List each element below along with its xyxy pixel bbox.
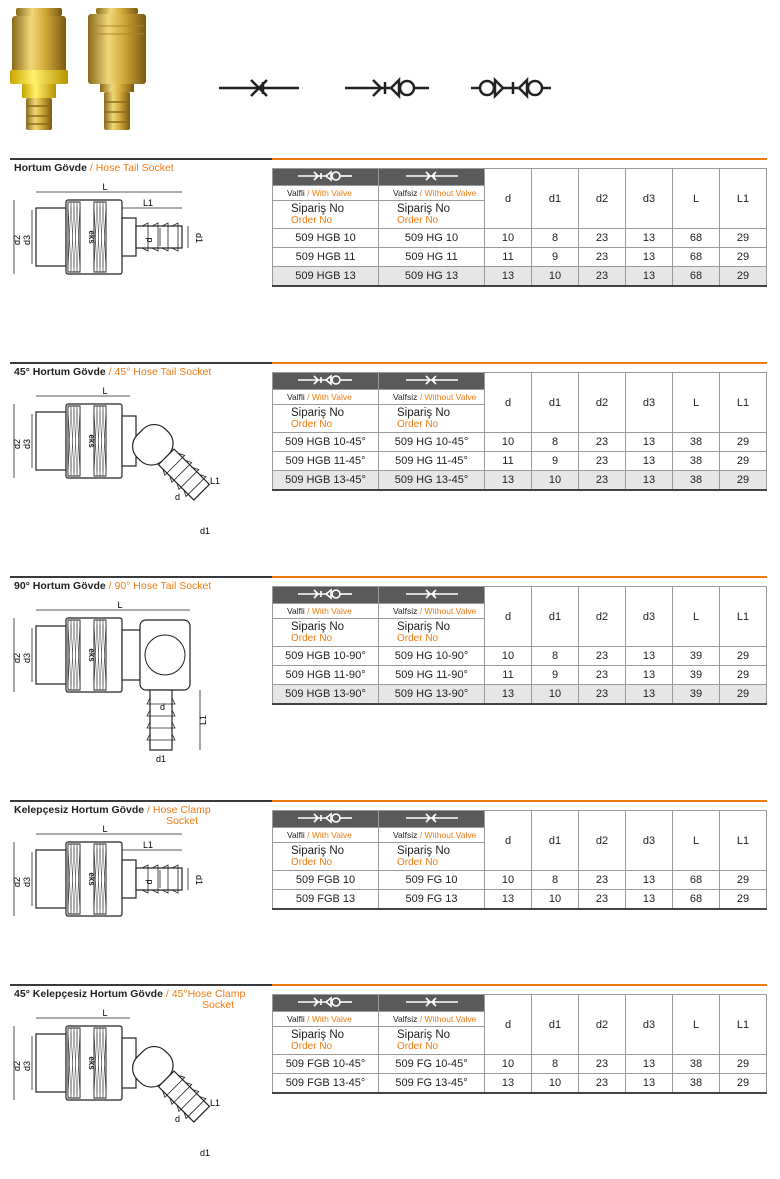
product-photo-without-valve (82, 4, 152, 134)
header-with-valve: Valfli / With Valve (273, 390, 379, 405)
dim-value-d3: 13 (626, 647, 673, 666)
section-title: Kelepçesiz Hortum Gövde / Hose Clamp Socket (14, 804, 211, 827)
header-without-valve-symbol (379, 995, 485, 1012)
svg-text:d: d (175, 492, 181, 502)
coupling-symbols (215, 68, 555, 108)
section-title: 45° Hortum Gövde / 45° Hose Tail Socket (14, 366, 212, 378)
dim-header-d: d (485, 587, 532, 647)
dim-value-d: 10 (485, 229, 532, 248)
dim-header-d3: d3 (626, 373, 673, 433)
svg-text:L1: L1 (142, 198, 154, 208)
dimension-drawing (10, 182, 260, 348)
order-no-without-valve: 509 HG 13 (379, 267, 485, 286)
section-title-en: 45° Hose Tail Socket (114, 366, 212, 378)
dim-header-l: L (673, 811, 720, 871)
dim-value-d1: 8 (532, 647, 579, 666)
dim-header-d2: d2 (579, 995, 626, 1055)
brand-mark: eks (87, 872, 96, 886)
table-row (273, 267, 767, 286)
order-no-with-valve: 509 FGB 10 (273, 871, 379, 890)
header-with-valve-symbol (273, 169, 379, 186)
with-valve-symbol-icon (296, 374, 356, 386)
dim-value-d: 10 (485, 433, 532, 452)
dim-header-d1: d1 (532, 995, 579, 1055)
section-title-tr: 45° Hortum Gövde (14, 366, 106, 378)
dimension-drawing (10, 824, 260, 990)
dim-value-d3: 13 (626, 452, 673, 471)
dim-value-l1: 29 (720, 471, 767, 490)
table-row (273, 647, 767, 666)
dim-header-l1: L1 (720, 995, 767, 1055)
section-title: 90° Hortum Gövde / 90° Hose Tail Socket (14, 580, 212, 592)
section-rule (10, 984, 272, 986)
table-row (273, 471, 767, 490)
dim-value-d1: 8 (532, 1055, 579, 1074)
order-no-without-valve: 509 HG 13-45° (379, 471, 485, 490)
dim-header-l: L (673, 373, 720, 433)
dim-value-d2: 23 (579, 229, 626, 248)
order-no-with-valve: 509 HGB 13-90° (273, 685, 379, 704)
header-with-valve-symbol (273, 995, 379, 1012)
dim-value-d2: 23 (579, 666, 626, 685)
with-valve-symbol-icon (296, 588, 356, 600)
svg-text:d3: d3 (22, 652, 32, 664)
order-no-without-valve: 509 HG 11-45° (379, 452, 485, 471)
dim-value-l: 68 (673, 890, 720, 909)
product-section (0, 984, 780, 1158)
dim-header-d2: d2 (579, 587, 626, 647)
header-order-no: Sipariş No Order No (379, 619, 485, 647)
header-with-valve: Valfli / With Valve (273, 1012, 379, 1027)
svg-text:L: L (102, 386, 108, 396)
svg-text:L1: L1 (210, 1098, 221, 1108)
dim-header-d3: d3 (626, 587, 673, 647)
dim-value-l1: 29 (720, 267, 767, 286)
header-without-valve: Valfsiz / Without Valve (379, 390, 485, 405)
dim-value-l1: 29 (720, 871, 767, 890)
dim-header-d3: d3 (626, 811, 673, 871)
order-no-with-valve: 509 FGB 10-45° (273, 1055, 379, 1074)
dim-value-l1: 29 (720, 229, 767, 248)
without-valve-symbol-icon (402, 170, 462, 182)
product-photo-with-valve (4, 4, 74, 134)
header-order-no: Sipariş No Order No (379, 405, 485, 433)
header-order-no: Sipariş No Order No (273, 405, 379, 433)
order-no-with-valve: 509 HGB 13 (273, 267, 379, 286)
dim-value-d2: 23 (579, 890, 626, 909)
dim-value-l: 39 (673, 666, 720, 685)
symbol-double-valve-icon (471, 80, 551, 96)
header-without-valve-symbol (379, 169, 485, 186)
section-title-en: Hose Tail Socket (95, 162, 174, 174)
header-with-valve: Valfli / With Valve (273, 604, 379, 619)
dim-value-d2: 23 (579, 871, 626, 890)
dim-header-d1: d1 (532, 169, 579, 229)
dim-value-d: 13 (485, 1074, 532, 1093)
brand-mark: eks (87, 648, 96, 662)
order-no-without-valve: 509 FG 13 (379, 890, 485, 909)
dimension-drawing (10, 600, 260, 766)
dim-header-d2: d2 (579, 811, 626, 871)
svg-text:d2: d2 (12, 234, 22, 246)
section-title-en-line2: Socket (202, 999, 235, 1011)
section-drawing (10, 824, 260, 995)
section-drawing (10, 1008, 260, 1179)
order-no-with-valve: 509 HGB 11 (273, 248, 379, 267)
dim-value-d: 11 (485, 666, 532, 685)
svg-text:L: L (102, 1008, 108, 1018)
order-no-with-valve: 509 HGB 10-45° (273, 433, 379, 452)
dim-value-l: 39 (673, 685, 720, 704)
dim-value-d1: 10 (532, 267, 579, 286)
section-rule-accent (272, 800, 767, 802)
header-order-no: Sipariş No Order No (273, 201, 379, 229)
dim-value-d1: 10 (532, 890, 579, 909)
with-valve-symbol-icon (296, 170, 356, 182)
dim-value-d3: 13 (626, 890, 673, 909)
section-title-tr: 45° Kelepçesiz Hortum Gövde (14, 988, 163, 1000)
product-section (0, 576, 780, 776)
dim-value-d2: 23 (579, 248, 626, 267)
product-section (0, 158, 780, 288)
dim-value-d1: 8 (532, 871, 579, 890)
header-without-valve-symbol (379, 373, 485, 390)
dim-header-l: L (673, 169, 720, 229)
section-title-en-line2: Socket (166, 815, 199, 827)
product-section (0, 362, 780, 536)
section-title-en: Hose Clamp (152, 804, 211, 816)
brand-mark: eks (87, 230, 96, 244)
dim-header-l1: L1 (720, 373, 767, 433)
dimension-drawing (10, 1008, 260, 1174)
dim-value-l: 38 (673, 1074, 720, 1093)
dim-value-d3: 13 (626, 1055, 673, 1074)
with-valve-symbol-icon (296, 996, 356, 1008)
section-title-en: 90° Hose Tail Socket (114, 580, 212, 592)
dim-value-d2: 23 (579, 452, 626, 471)
section-drawing (10, 600, 260, 771)
dim-header-l: L (673, 587, 720, 647)
dim-value-d: 11 (485, 452, 532, 471)
svg-text:L1: L1 (198, 714, 208, 726)
dim-value-l: 38 (673, 433, 720, 452)
without-valve-symbol-icon (402, 996, 462, 1008)
dim-header-l1: L1 (720, 811, 767, 871)
dim-value-d3: 13 (626, 267, 673, 286)
order-no-with-valve: 509 HGB 11-90° (273, 666, 379, 685)
header-order-no: Sipariş No Order No (273, 619, 379, 647)
section-title-en: 45°Hose Clamp (171, 988, 246, 1000)
header-without-valve: Valfsiz / Without Valve (379, 1012, 485, 1027)
dim-value-d: 10 (485, 1055, 532, 1074)
svg-text:d3: d3 (22, 1060, 32, 1072)
dim-header-d: d (485, 995, 532, 1055)
order-no-without-valve: 509 HG 10-45° (379, 433, 485, 452)
dim-header-d: d (485, 373, 532, 433)
dim-value-l1: 29 (720, 452, 767, 471)
order-no-with-valve: 509 HGB 11-45° (273, 452, 379, 471)
without-valve-symbol-icon (402, 374, 462, 386)
dim-value-d3: 13 (626, 248, 673, 267)
dim-value-d3: 13 (626, 685, 673, 704)
order-no-without-valve: 509 HG 10 (379, 229, 485, 248)
section-rule (10, 362, 272, 364)
table-row (273, 452, 767, 471)
order-no-with-valve: 509 FGB 13 (273, 890, 379, 909)
dim-header-l1: L1 (720, 169, 767, 229)
dim-value-l: 38 (673, 471, 720, 490)
order-no-with-valve: 509 HGB 10 (273, 229, 379, 248)
dim-value-d1: 8 (532, 229, 579, 248)
header-without-valve: Valfsiz / Without Valve (379, 186, 485, 201)
dim-value-d2: 23 (579, 647, 626, 666)
dim-value-d: 13 (485, 890, 532, 909)
dim-value-l1: 29 (720, 248, 767, 267)
spec-table (272, 994, 767, 1094)
dim-value-l1: 29 (720, 1074, 767, 1093)
order-no-without-valve: 509 FG 10-45° (379, 1055, 485, 1074)
dim-header-l: L (673, 995, 720, 1055)
section-title: 45° Kelepçesiz Hortum Gövde / 45°Hose Clamp Socket (14, 988, 246, 1011)
section-rule (10, 800, 272, 802)
dim-value-d: 13 (485, 685, 532, 704)
dim-value-d1: 9 (532, 452, 579, 471)
dim-value-l1: 29 (720, 433, 767, 452)
svg-text:d1: d1 (194, 232, 204, 244)
dim-header-d1: d1 (532, 373, 579, 433)
table-row (273, 685, 767, 704)
dim-header-d2: d2 (579, 373, 626, 433)
dim-value-d2: 23 (579, 1074, 626, 1093)
order-no-with-valve: 509 FGB 13-45° (273, 1074, 379, 1093)
dim-value-d1: 10 (532, 685, 579, 704)
dim-header-d: d (485, 811, 532, 871)
section-rule-accent (272, 158, 767, 160)
dim-value-d: 10 (485, 871, 532, 890)
with-valve-symbol-icon (296, 812, 356, 824)
dim-value-l: 68 (673, 871, 720, 890)
dimension-drawing (10, 386, 260, 552)
dim-value-d1: 8 (532, 433, 579, 452)
svg-text:d2: d2 (12, 876, 22, 888)
header-with-valve-symbol (273, 811, 379, 828)
svg-text:d2: d2 (12, 1060, 22, 1072)
dim-value-l: 68 (673, 248, 720, 267)
dim-value-d3: 13 (626, 1074, 673, 1093)
svg-text:d2: d2 (12, 438, 22, 450)
section-rule (10, 158, 272, 160)
header-with-valve: Valfli / With Valve (273, 828, 379, 843)
svg-text:d: d (160, 702, 166, 712)
dim-value-l: 38 (673, 452, 720, 471)
order-no-with-valve: 509 HGB 10-90° (273, 647, 379, 666)
dim-value-l1: 29 (720, 647, 767, 666)
order-no-without-valve: 509 FG 10 (379, 871, 485, 890)
dim-header-l1: L1 (720, 587, 767, 647)
without-valve-symbol-icon (402, 812, 462, 824)
section-rule-accent (272, 576, 767, 578)
svg-text:L1: L1 (210, 476, 221, 486)
table-row (273, 1074, 767, 1093)
spec-table (272, 586, 767, 705)
header-order-no: Sipariş No Order No (273, 843, 379, 871)
header-without-valve-symbol (379, 587, 485, 604)
symbol-half-valve-icon (345, 80, 429, 96)
spec-table (272, 168, 767, 287)
table-row (273, 890, 767, 909)
section-drawing (10, 386, 260, 557)
dim-value-l: 68 (673, 267, 720, 286)
table-row (273, 433, 767, 452)
spec-table (272, 372, 767, 491)
header-without-valve: Valfsiz / Without Valve (379, 604, 485, 619)
order-no-without-valve: 509 HG 11 (379, 248, 485, 267)
svg-text:L: L (117, 600, 123, 610)
header-order-no: Sipariş No Order No (379, 201, 485, 229)
order-no-without-valve: 509 HG 13-90° (379, 685, 485, 704)
dim-value-l1: 29 (720, 666, 767, 685)
section-title: Hortum Gövde / Hose Tail Socket (14, 162, 174, 174)
order-no-without-valve: 509 HG 10-90° (379, 647, 485, 666)
dim-value-d1: 10 (532, 471, 579, 490)
dim-value-d2: 23 (579, 471, 626, 490)
dim-header-d1: d1 (532, 811, 579, 871)
svg-text:d: d (144, 237, 154, 243)
header-order-no: Sipariş No Order No (379, 1027, 485, 1055)
spec-table (272, 810, 767, 910)
section-title-tr: 90° Hortum Gövde (14, 580, 106, 592)
dim-value-d3: 13 (626, 471, 673, 490)
symbol-without-valve-icon (219, 80, 299, 96)
dim-value-d: 10 (485, 647, 532, 666)
dim-value-d1: 10 (532, 1074, 579, 1093)
table-row (273, 229, 767, 248)
dim-value-d3: 13 (626, 666, 673, 685)
svg-text:L: L (102, 824, 108, 834)
svg-text:d: d (144, 879, 154, 885)
dim-value-d1: 9 (532, 248, 579, 267)
section-rule-accent (272, 984, 767, 986)
order-no-with-valve: 509 HGB 13-45° (273, 471, 379, 490)
svg-text:L: L (102, 182, 108, 192)
order-no-without-valve: 509 HG 11-90° (379, 666, 485, 685)
brand-mark: eks (87, 434, 96, 448)
dim-header-d1: d1 (532, 587, 579, 647)
dim-value-d2: 23 (579, 267, 626, 286)
header-order-no: Sipariş No Order No (379, 843, 485, 871)
dim-value-l1: 29 (720, 1055, 767, 1074)
section-title-tr: Hortum Gövde (14, 162, 87, 174)
dim-value-l: 68 (673, 229, 720, 248)
order-no-without-valve: 509 FG 13-45° (379, 1074, 485, 1093)
dim-header-d: d (485, 169, 532, 229)
section-drawing (10, 182, 260, 353)
header-order-no: Sipariş No Order No (273, 1027, 379, 1055)
svg-text:d2: d2 (12, 652, 22, 664)
svg-text:d3: d3 (22, 234, 32, 246)
dim-value-d: 13 (485, 267, 532, 286)
svg-text:d1: d1 (200, 1148, 211, 1158)
section-title-tr: Kelepçesiz Hortum Gövde (14, 804, 145, 816)
table-row (273, 1055, 767, 1074)
dim-value-d2: 23 (579, 685, 626, 704)
section-rule (10, 576, 272, 578)
svg-text:d1: d1 (194, 874, 204, 886)
dim-value-d3: 13 (626, 871, 673, 890)
dim-header-d2: d2 (579, 169, 626, 229)
svg-text:d1: d1 (200, 526, 211, 536)
dim-value-d: 11 (485, 248, 532, 267)
brand-mark: eks (87, 1056, 96, 1070)
dim-value-l: 39 (673, 647, 720, 666)
header-without-valve-symbol (379, 811, 485, 828)
dim-value-d3: 13 (626, 433, 673, 452)
dim-value-d3: 13 (626, 229, 673, 248)
table-row (273, 248, 767, 267)
dim-header-d3: d3 (626, 995, 673, 1055)
without-valve-symbol-icon (402, 588, 462, 600)
section-rule-accent (272, 362, 767, 364)
header-without-valve: Valfsiz / Without Valve (379, 828, 485, 843)
table-row (273, 871, 767, 890)
svg-text:d3: d3 (22, 876, 32, 888)
dim-value-d: 13 (485, 471, 532, 490)
header-with-valve: Valfli / With Valve (273, 186, 379, 201)
dim-value-d2: 23 (579, 433, 626, 452)
dim-value-d1: 9 (532, 666, 579, 685)
table-row (273, 666, 767, 685)
product-section (0, 800, 780, 950)
dim-value-l: 38 (673, 1055, 720, 1074)
svg-text:d1: d1 (156, 754, 167, 764)
dim-value-l1: 29 (720, 890, 767, 909)
svg-text:d: d (175, 1114, 181, 1124)
svg-text:d3: d3 (22, 438, 32, 450)
dim-value-d2: 23 (579, 1055, 626, 1074)
svg-text:L1: L1 (142, 840, 154, 850)
header-with-valve-symbol (273, 373, 379, 390)
dim-value-l1: 29 (720, 685, 767, 704)
dim-header-d3: d3 (626, 169, 673, 229)
header-with-valve-symbol (273, 587, 379, 604)
